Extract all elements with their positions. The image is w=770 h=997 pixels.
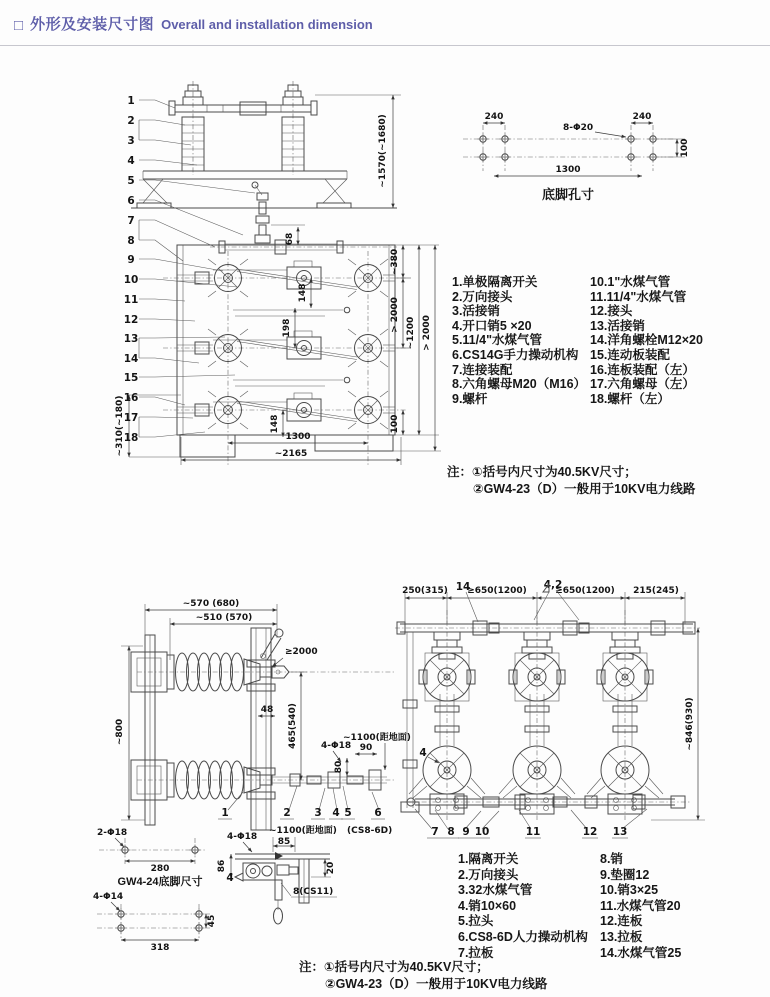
drawing2-note — [299, 959, 547, 992]
callout-11: 11 — [123, 294, 139, 306]
part-item: 5.11/4"水煤气管 — [452, 333, 542, 348]
callout-4: 4 — [127, 155, 135, 167]
dim-650a: ≥650(1200) — [467, 586, 527, 596]
foot2-dim-280: 280 — [150, 864, 170, 874]
part-item: 18.螺杆（左） — [590, 391, 670, 406]
parts-list-1-col2 — [590, 275, 703, 406]
dim-4phi18: 4-Φ18 — [321, 741, 352, 751]
part-item: 4.销10×60 — [458, 898, 517, 913]
callout-5: 5 — [127, 175, 135, 187]
label-14: 14 — [455, 581, 471, 593]
dim-100: 100 — [390, 414, 400, 434]
part-item: 10.销3×25 — [600, 883, 659, 898]
part-item: 14.洋角螺栓M12×20 — [590, 333, 703, 348]
mech-holes-label: 4-Φ18 — [227, 832, 258, 842]
label-8: 8 — [447, 826, 455, 838]
foot2-holes4-label: 4-Φ14 — [93, 892, 124, 902]
part-item: 3.32水煤气管 — [458, 883, 533, 898]
label-4: 4 — [332, 807, 340, 819]
label-5: 5 — [344, 807, 352, 819]
part-item: 10.1"水煤气管 — [590, 275, 671, 289]
callout-13: 13 — [123, 333, 139, 345]
dim-ge2000: ≥2000 — [285, 647, 318, 657]
foot-dim-100: 100 — [680, 138, 690, 158]
dim-215: 215(245) — [633, 586, 679, 596]
callout-2: 2 — [127, 115, 135, 127]
page-title-en: Overall and installation dimension — [161, 17, 373, 32]
callout-1: 1 — [127, 95, 135, 107]
part-item: 8.六角螺母M20（M16） — [452, 377, 587, 392]
label-4: 4 — [419, 747, 427, 759]
foot-hole-detail — [463, 112, 690, 202]
part-item: 1.隔离开关 — [458, 852, 519, 866]
gw4-24-foot-detail — [93, 828, 217, 953]
dim-90: 90 — [359, 743, 373, 753]
part-item: 8.销 — [600, 852, 623, 866]
dim-465: 465(540) — [288, 703, 298, 749]
dim-1200: ~1200 — [406, 316, 416, 350]
foot2-holes-label: 2-Φ18 — [97, 828, 128, 838]
mech-label-8-cs11: 8(CS11) — [293, 887, 334, 897]
part-item: 6.CS8-6D人力操动机构 — [458, 929, 588, 944]
dim-250: 250(315) — [402, 586, 448, 596]
label-6: 6 — [374, 807, 382, 819]
dim-68: 68 — [285, 232, 295, 246]
part-item: 3.活接销 — [452, 304, 500, 319]
dim-48: 48 — [260, 705, 274, 715]
label-3: 3 — [314, 807, 322, 819]
section-header — [14, 13, 373, 34]
foot-holes-label: 8-Φ20 — [563, 123, 594, 133]
mech-dim-1100: ~1100(距地面) — [269, 826, 337, 836]
part-item: 13.拉板 — [600, 929, 643, 944]
foot2-dim-318: 318 — [150, 943, 170, 953]
dim-1570: ~1570(~1680) — [378, 114, 388, 188]
dim-800: ~800 — [115, 718, 125, 746]
mech-dim-85: 85 — [277, 837, 291, 847]
part-item: 7.拉板 — [458, 945, 494, 960]
mech-label-4: 4 — [226, 872, 234, 884]
callout-9: 9 — [127, 254, 135, 266]
note-line: 注：①括号内尺寸为40.5KV尺寸； — [299, 960, 489, 974]
callout-10: 10 — [123, 274, 139, 286]
part-item: 15.连动板装配 — [590, 347, 670, 362]
label-1: 1 — [221, 807, 229, 819]
mech-dim-20: 20 — [326, 861, 336, 875]
part-item: 16.连板装配（左） — [590, 362, 695, 377]
dim-510: ~510 (570) — [195, 613, 253, 623]
label-13: 13 — [612, 826, 628, 838]
section-marker-icon: □ — [14, 17, 24, 34]
part-item: 12.接头 — [590, 304, 633, 319]
note-line: ②GW4-23（D）一般用于10KV电力线路 — [325, 976, 548, 991]
part-item: 1.单极隔离开关 — [452, 275, 538, 289]
part-item: 5.拉头 — [458, 914, 494, 929]
callout-17: 17 — [123, 412, 139, 424]
page-title-zh: 外形及安装尺寸图 — [30, 16, 155, 33]
mech-model-label: (CS8-6D) — [347, 826, 393, 836]
part-item: 11.11/4"水煤气管 — [590, 289, 687, 304]
foot-dim-1300: 1300 — [555, 165, 581, 175]
label-7: 7 — [431, 826, 439, 838]
foot-detail-title: 底脚孔寸 — [541, 187, 595, 202]
header-divider — [0, 45, 770, 46]
part-item: 9.垫圈12 — [600, 867, 650, 882]
part-item: 14.水煤气管25 — [600, 945, 682, 960]
dim-1100: ~1100(距地面) — [343, 733, 411, 743]
dim-148a: 148 — [298, 283, 308, 303]
dim-198: 198 — [282, 318, 292, 338]
callout-14: 14 — [123, 353, 139, 365]
note-line: 注：①括号内尺寸为40.5KV尺寸； — [447, 465, 637, 479]
label-9: 9 — [462, 826, 470, 838]
foot2-dim-45: 45 — [207, 914, 217, 928]
label-10: 10 — [474, 826, 490, 838]
callout-3: 3 — [127, 135, 135, 147]
callout-18: 18 — [123, 432, 139, 444]
callout-7: 7 — [127, 215, 135, 227]
label-4-2: 4,2 — [543, 579, 563, 591]
callout-16: 16 — [123, 392, 139, 404]
part-item: 2.万向接头 — [458, 867, 519, 882]
dim-2000a: > 2000 — [390, 297, 400, 333]
part-item: 6.CS14G手力操动机构 — [452, 347, 579, 362]
foot-dim-240a: 240 — [484, 112, 504, 122]
parts-list-2-col1 — [458, 852, 588, 961]
callout-15: 15 — [123, 372, 139, 384]
foot2-title: GW4-24底脚尺寸 — [117, 876, 203, 888]
label-11: 11 — [525, 826, 541, 838]
label-2: 2 — [283, 807, 291, 819]
callout-12: 12 — [123, 314, 139, 326]
dim-2000b: > 2000 — [422, 315, 432, 351]
elevation-view — [131, 81, 397, 254]
three-pole-view — [395, 610, 700, 820]
dim-846: ~846(930) — [685, 697, 695, 751]
dim-148b: 148 — [270, 414, 280, 434]
cs8-6d-mechanism-detail — [217, 824, 392, 924]
mech-dim-86: 86 — [217, 859, 227, 873]
parts-list-2-col2 — [600, 852, 681, 961]
note-line: ②GW4-23（D）一般用于10KV电力线路 — [473, 481, 696, 496]
dim-80: 80 — [334, 760, 344, 774]
dim-650b: ≥650(1200) — [555, 586, 615, 596]
dim-310: ~310(~180) — [115, 395, 125, 457]
drawing1-callouts — [124, 95, 255, 444]
side-view-dimensions — [115, 599, 411, 820]
label-12: 12 — [582, 826, 598, 838]
part-item: 4.开口销5 ×20 — [452, 318, 532, 333]
dim-380: ~380 — [390, 248, 400, 276]
part-item: 17.六角螺母（左） — [590, 377, 695, 392]
part-item: 9.螺杆 — [452, 391, 488, 406]
part-item: 11.水煤气管20 — [600, 898, 681, 913]
foot-dim-240b: 240 — [632, 112, 652, 122]
dim-570: ~570 (680) — [182, 599, 240, 609]
part-item: 2.万向接头 — [452, 289, 513, 304]
part-item: 13.活接销 — [590, 318, 645, 333]
dim-1300: 1300 — [285, 432, 311, 442]
callout-8: 8 — [127, 235, 135, 247]
callout-6: 6 — [127, 195, 135, 207]
parts-list-1-col1 — [452, 275, 586, 406]
dim-2165: ~2165 — [274, 449, 308, 459]
part-item: 7.连接装配 — [452, 362, 513, 377]
side-view — [131, 628, 395, 830]
part-item: 12.连板 — [600, 914, 643, 929]
drawing1-note — [447, 464, 695, 497]
